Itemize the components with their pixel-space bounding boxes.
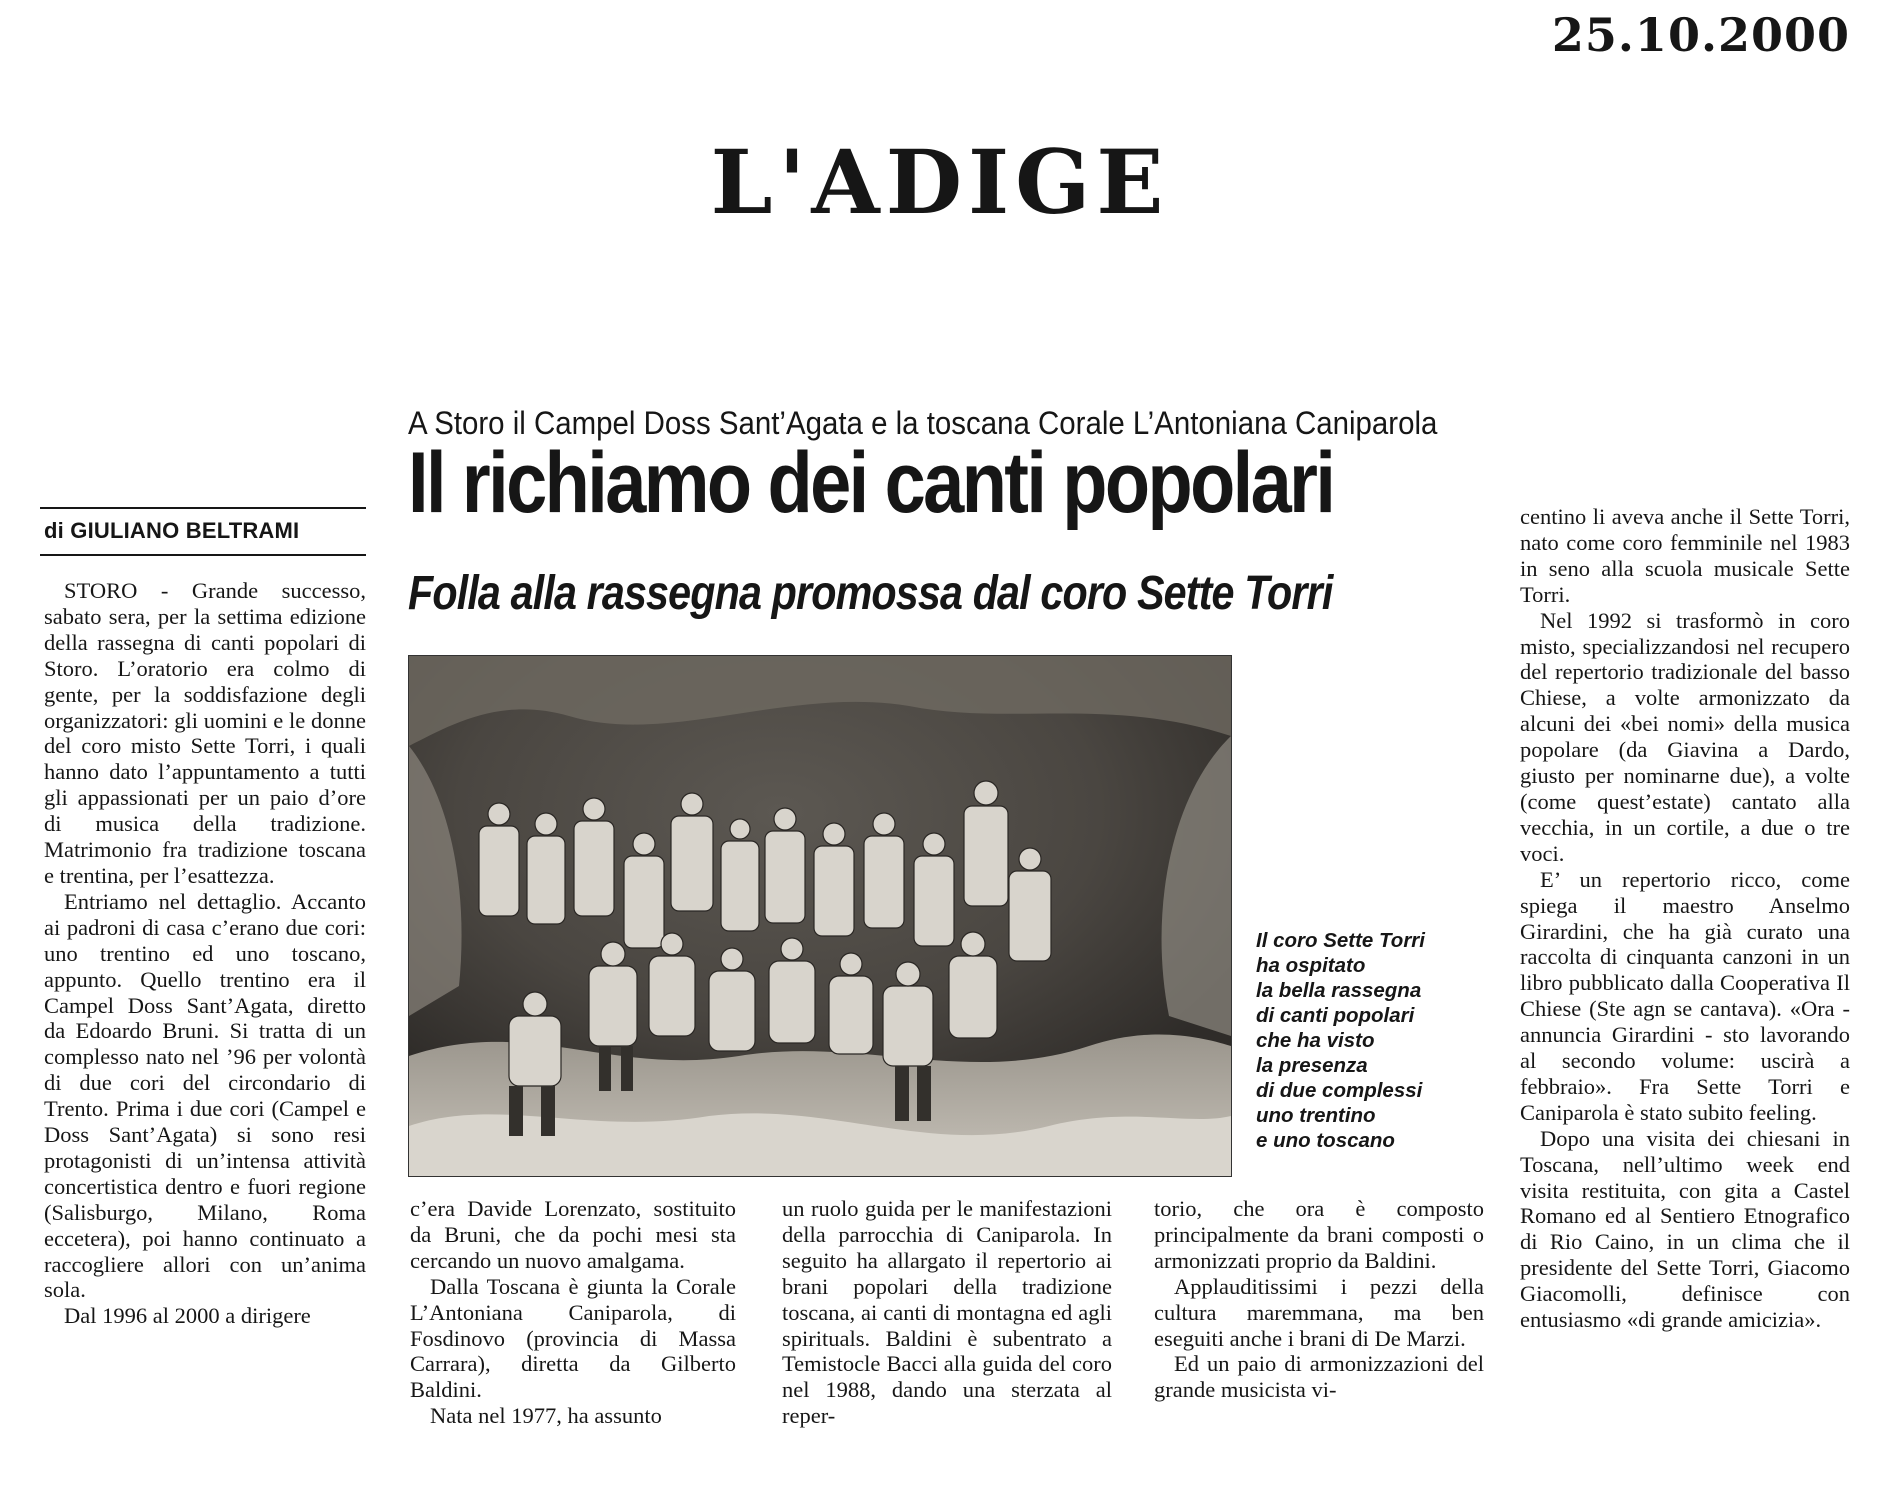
paragraph: un ruolo guida per le manifestazioni della parrocchia di Caniparola. In seguito ha allargato il repertorio ai brani popolari della tradizione toscana, ai canti di montagna ed agli spirituals. Baldini è subentrato a Temistocle Bacci alla guida del coro nel 1988, dando una sterzata al reper- [782, 1196, 1112, 1429]
article-headline: Il richiamo dei canti popolari [408, 435, 1334, 531]
paragraph: Dopo una visita dei chiesani in Toscana, nell’ultimo week end visita restituita, con gita a Castel Romano ed al Sentiero Etnografico di Rio Caino, in un clima che il presidente del Sette Torri, Giacomo Giacomolli, definisce con entusiasmo «di grande amicizia». [1520, 1125, 1850, 1333]
article-kicker: A Storo il Campel Doss Sant’Agata e la toscana Corale L’Antoniana Caniparola [408, 405, 1438, 441]
caption-line: di canti popolari [1256, 1004, 1415, 1027]
article-column-4 [1154, 1196, 1484, 1403]
choir-photo-illustration [409, 656, 1231, 1176]
article-column-2 [410, 1196, 736, 1429]
paragraph: E’ un repertorio ricco, come spiega il maestro Anselmo Girardini, che ha già curato una raccolta di cinquanta canzoni in un libro pubblicato dalla Cooperativa Il Chiese (Ste agn se cantava). «Ora - annuncia Girardini - sto lavorando al secondo volume: uscirà a febbraio». Fra Sette Torri e Caniparola è stato subito feeling. [1520, 866, 1850, 1125]
byline-rule-bottom [40, 554, 366, 556]
caption-line: uno trentino [1256, 1104, 1376, 1127]
paragraph: Ed un paio di armonizzazioni del grande musicista vi- [1154, 1351, 1484, 1403]
caption-line: che ha visto [1256, 1029, 1375, 1052]
paragraph: centino li aveva anche il Sette Torri, nato come coro femminile nel 1983 in seno alla scuola musicale Sette Torri. [1520, 504, 1850, 607]
caption-line: Il coro Sette Torri [1256, 929, 1425, 952]
paragraph: Entriamo nel dettaglio. Accanto ai padroni di casa c’erano due cori: uno trentino ed uno toscano, appunto. Quello trentino era il Campel Doss Sant’Agata, diretto da Edoardo Bruni. Si tratta di un complesso nato nel ’96 per volontà di due cori del circondario di Trento. Prima i due cori (Campel e Doss Sant’Agata) si sono resi protagonisti di un’intensa attività concertistica dentro e fuori regione (Salisburgo, Milano, Roma eccetera), poi hanno continuato a raccogliere allori con un’anima sola. [44, 888, 366, 1303]
article-column-3 [782, 1196, 1112, 1429]
caption-line: la presenza [1256, 1054, 1368, 1077]
paragraph: torio, che ora è composto principalmente da brani composti o armonizzati proprio da Baldini. [1154, 1196, 1484, 1273]
paragraph: Applauditissimi i pezzi della cultura maremmana, ma ben eseguiti anche i brani di De Marzi. [1154, 1273, 1484, 1351]
choir-photo [408, 655, 1232, 1177]
photo-caption [1256, 928, 1496, 1153]
article-column-1 [44, 578, 366, 1329]
paragraph: Nel 1992 si trasformò in coro misto, specializzandosi nel recupero del repertorio tradizionale del basso Chiese, a volte armonizzato da alcuni dei «bei nomi» della musica popolare (da Giavina a Dardo, giusto per nominarne due), a volte (come quest’estate) cantato alla vecchia, in un cortile, a due o tre voci. [1520, 607, 1850, 866]
article-byline: di GIULIANO BELTRAMI [44, 518, 300, 543]
paragraph: STORO - Grande successo, sabato sera, per la settima edizione della rassegna di canti popolari di Storo. L’oratorio era colmo di gente, per la soddisfazione degli organizzatori: gli uomini e le donne del coro misto Sette Torri, i quali hanno dato l’appuntamento a tutti gli appassionati per un paio d’ore di musica della tradizione. Matrimonio fra tradizione toscana e trentina, per l’esattezza. [44, 578, 366, 888]
paragraph: Dalla Toscana è giunta la Corale L’Antoniana Caniparola, di Fosdinovo (provincia di Massa Carrara), diretta da Gilberto Baldini. [410, 1273, 736, 1403]
article-subhead: Folla alla rassegna promossa dal coro Sette Torri [408, 567, 1333, 620]
caption-line: di due complessi [1256, 1079, 1423, 1102]
caption-line: ha ospitato [1256, 954, 1366, 977]
publication-date: 25.10.2000 [1551, 8, 1850, 62]
caption-line: la bella rassegna [1256, 979, 1422, 1002]
article-column-5 [1520, 504, 1850, 1333]
paragraph: Dal 1996 al 2000 a dirigere [64, 1303, 311, 1329]
paragraph: Nata nel 1977, ha assunto [430, 1403, 662, 1429]
byline-rule-top [40, 507, 366, 509]
newspaper-masthead: L'ADIGE [710, 130, 1170, 234]
caption-line: e uno toscano [1256, 1129, 1395, 1152]
paragraph: c’era Davide Lorenzato, sostituito da Bruni, che da pochi mesi sta cercando un nuovo amalgama. [410, 1196, 736, 1273]
